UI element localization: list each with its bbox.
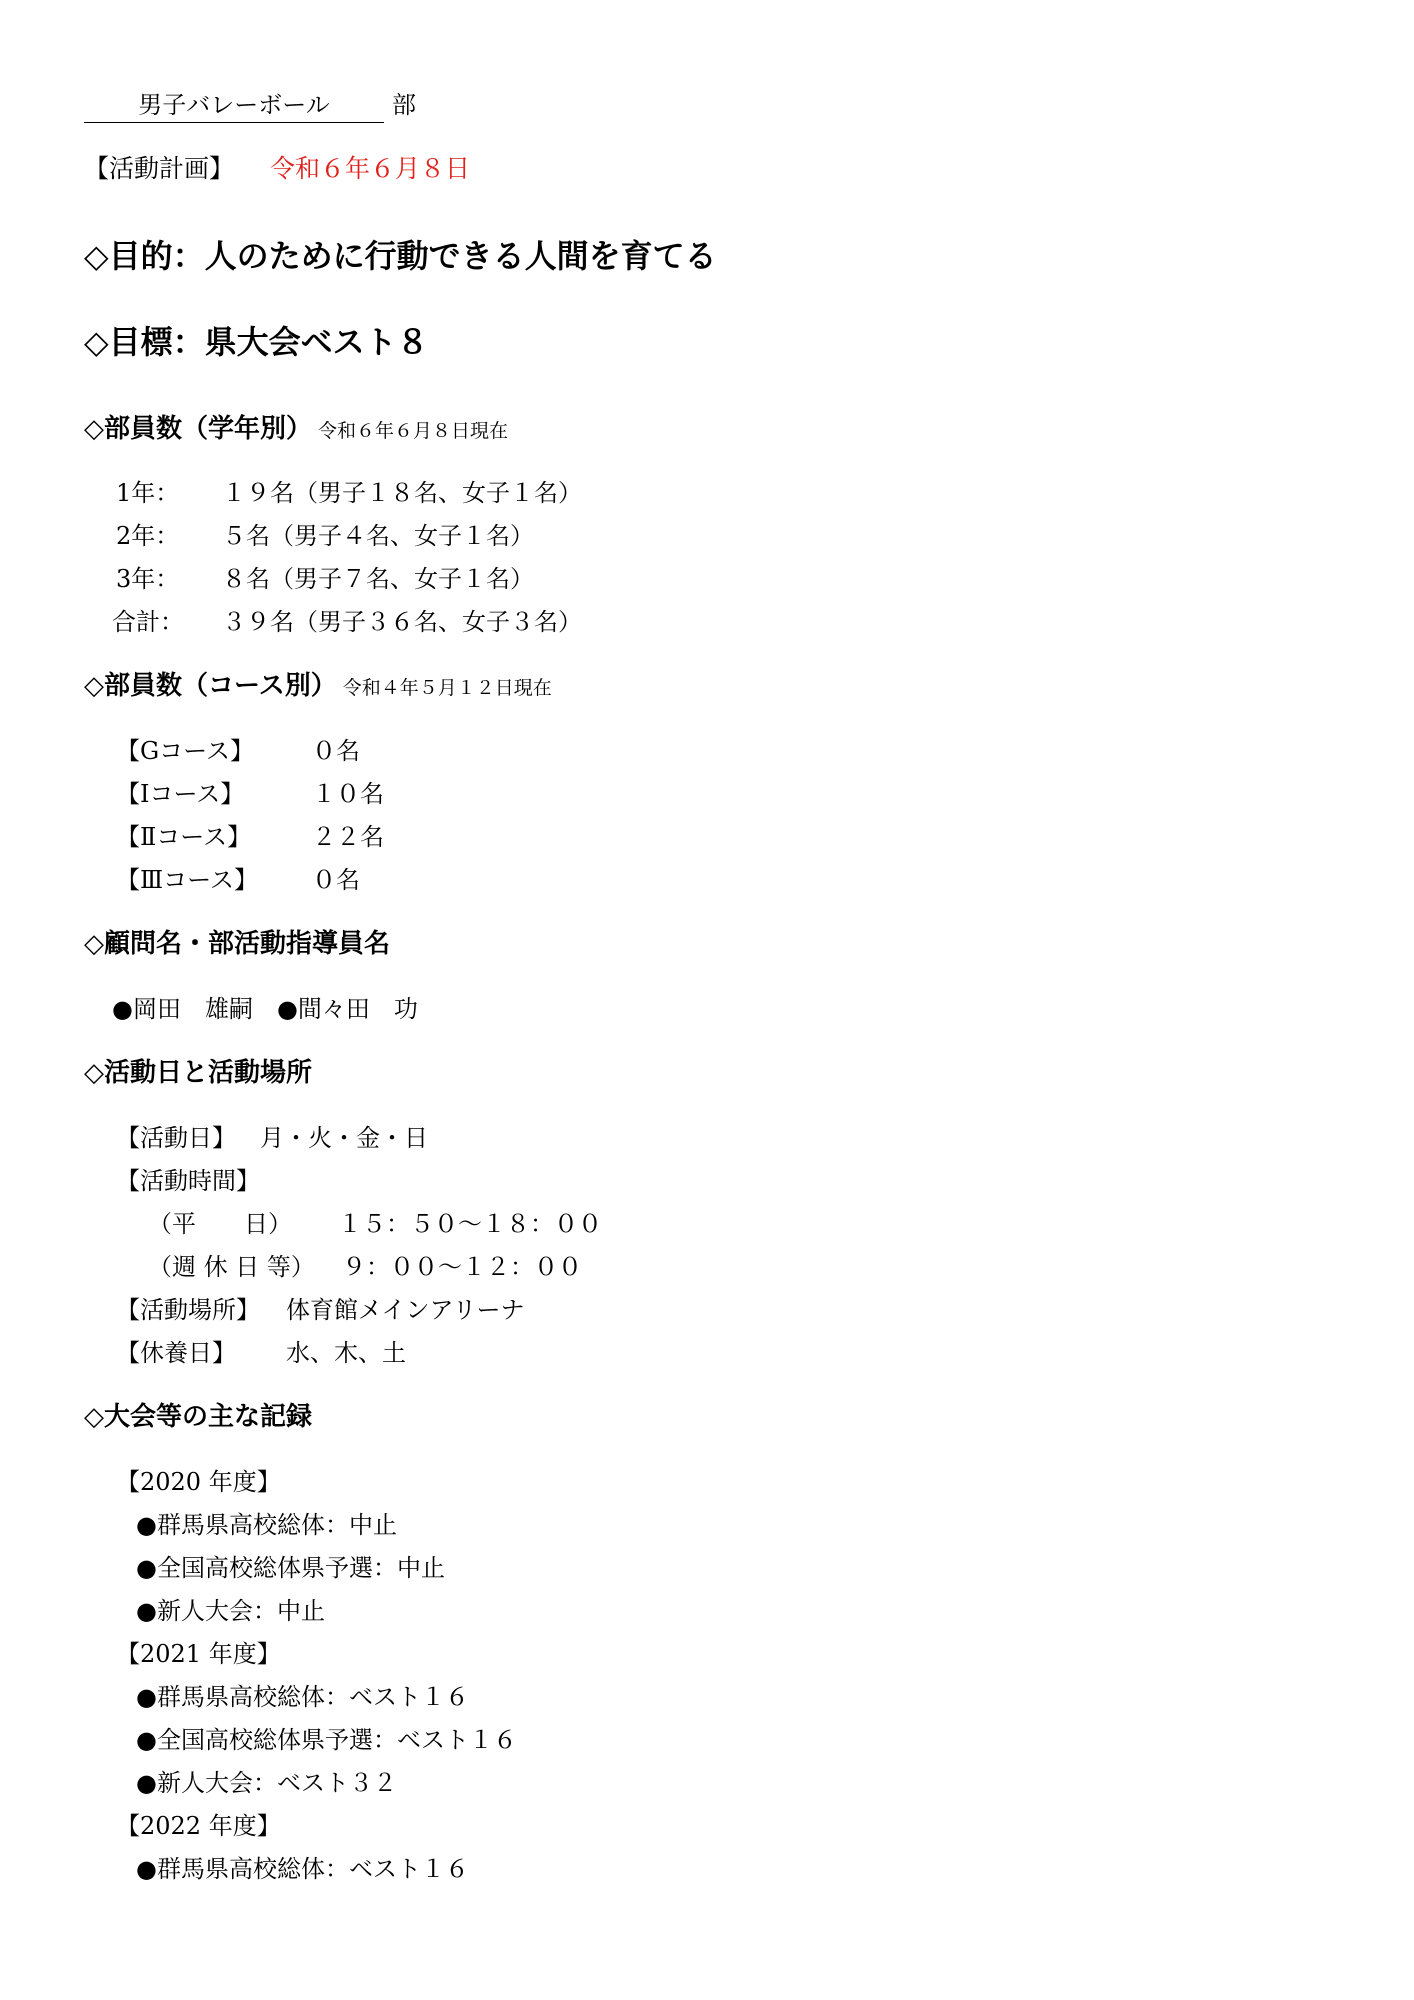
course-row-label: 【Ⅰコース】 [116,780,245,808]
grade-note: 令和６年６月８日現在 [318,420,509,442]
club-suffix: 部 [392,91,416,119]
activity-heading: ◇活動日と活動場所 [84,1058,312,1088]
course-row-value: ２２名 [312,823,384,851]
course-row-value: １０名 [312,780,384,808]
course-section-heading [84,667,552,707]
activity-holiday-row [148,1250,582,1284]
plan-date: 令和６年６月８日 [270,154,471,183]
holiday-value: ９：００～１２：００ [342,1253,582,1281]
course-heading: ◇部員数（コース別） [84,671,337,701]
record-item: ●群馬県高校総体：ベスト１６ [136,1855,469,1883]
course-row [116,820,384,854]
weekday-value: １５：５０～１８：００ [338,1210,602,1238]
grade-section-heading [84,410,508,450]
records-heading: ◇大会等の主な記録 [84,1402,312,1432]
course-row [116,777,384,811]
record-year: 【2022 年度】 [116,1812,281,1840]
grade-row-label: 2年： [116,522,180,550]
grade-row [116,519,534,553]
course-row-label: 【Ⅲコース】 [116,866,258,894]
course-note: 令和４年５月１２日現在 [342,677,552,699]
holiday-label: （週 休 日 等） [148,1253,315,1281]
plan-label: 【活動計画】 [84,154,235,183]
record-item: ●新人大会：中止 [136,1597,325,1625]
plan-line [84,151,470,187]
course-row-label: 【Ⅱコース】 [116,823,252,851]
activity-time-label: 【活動時間】 [116,1167,260,1195]
record-item: ●群馬県高校総体：中止 [136,1511,397,1539]
grade-row-label: 1年： [116,479,180,507]
course-row-label: 【Gコース】 [116,737,254,765]
grade-row [116,562,534,596]
grade-row [116,476,582,510]
advisors-heading: ◇顧問名・部活動指導員名 [84,929,390,959]
course-row [116,734,360,768]
place-value: 体育館メインアリーナ [286,1296,525,1324]
record-item: ●新人大会：ベスト３２ [136,1769,397,1797]
grade-row-label: 合計： [112,608,184,636]
activity-rest-row [116,1336,406,1370]
course-row [116,863,360,897]
activity-days-value: 月・火・金・日 [260,1124,428,1152]
activity-weekday-row [148,1207,602,1241]
grade-row-value: ３９名（男子３６名、女子３名） [222,608,582,636]
activity-days-row [116,1121,428,1155]
course-row-value: ０名 [312,866,360,894]
purpose-heading: ◇目的：人のために行動できる人間を育てる [84,237,717,275]
grade-row-value: １９名（男子１８名、女子１名） [222,479,582,507]
grade-row-value: ５名（男子４名、女子１名） [222,522,534,550]
course-row-value: ０名 [312,737,360,765]
grade-row-value: ８名（男子７名、女子１名） [222,565,534,593]
grade-heading: ◇部員数（学年別） [84,414,312,444]
rest-value: 水、木、土 [286,1339,406,1367]
record-item: ●全国高校総体県予選：中止 [136,1554,445,1582]
record-year: 【2021 年度】 [116,1640,281,1668]
activity-place-row [116,1293,525,1327]
advisors-line: ●岡田 雄嗣 ●間々田 功 [112,995,418,1023]
rest-label: 【休養日】 [116,1339,236,1367]
club-line [84,88,416,123]
weekday-label: （平 日） [148,1210,292,1238]
grade-row-total [112,605,582,639]
club-name: 男子バレーボール [84,88,384,123]
record-year: 【2020 年度】 [116,1468,281,1496]
grade-row-label: 3年： [116,565,180,593]
activity-days-label: 【活動日】 [116,1124,236,1152]
record-item: ●群馬県高校総体：ベスト１６ [136,1683,469,1711]
place-label: 【活動場所】 [116,1296,260,1324]
goal-heading: ◇目標：県大会ベスト８ [84,323,429,361]
record-item: ●全国高校総体県予選：ベスト１６ [136,1726,517,1754]
